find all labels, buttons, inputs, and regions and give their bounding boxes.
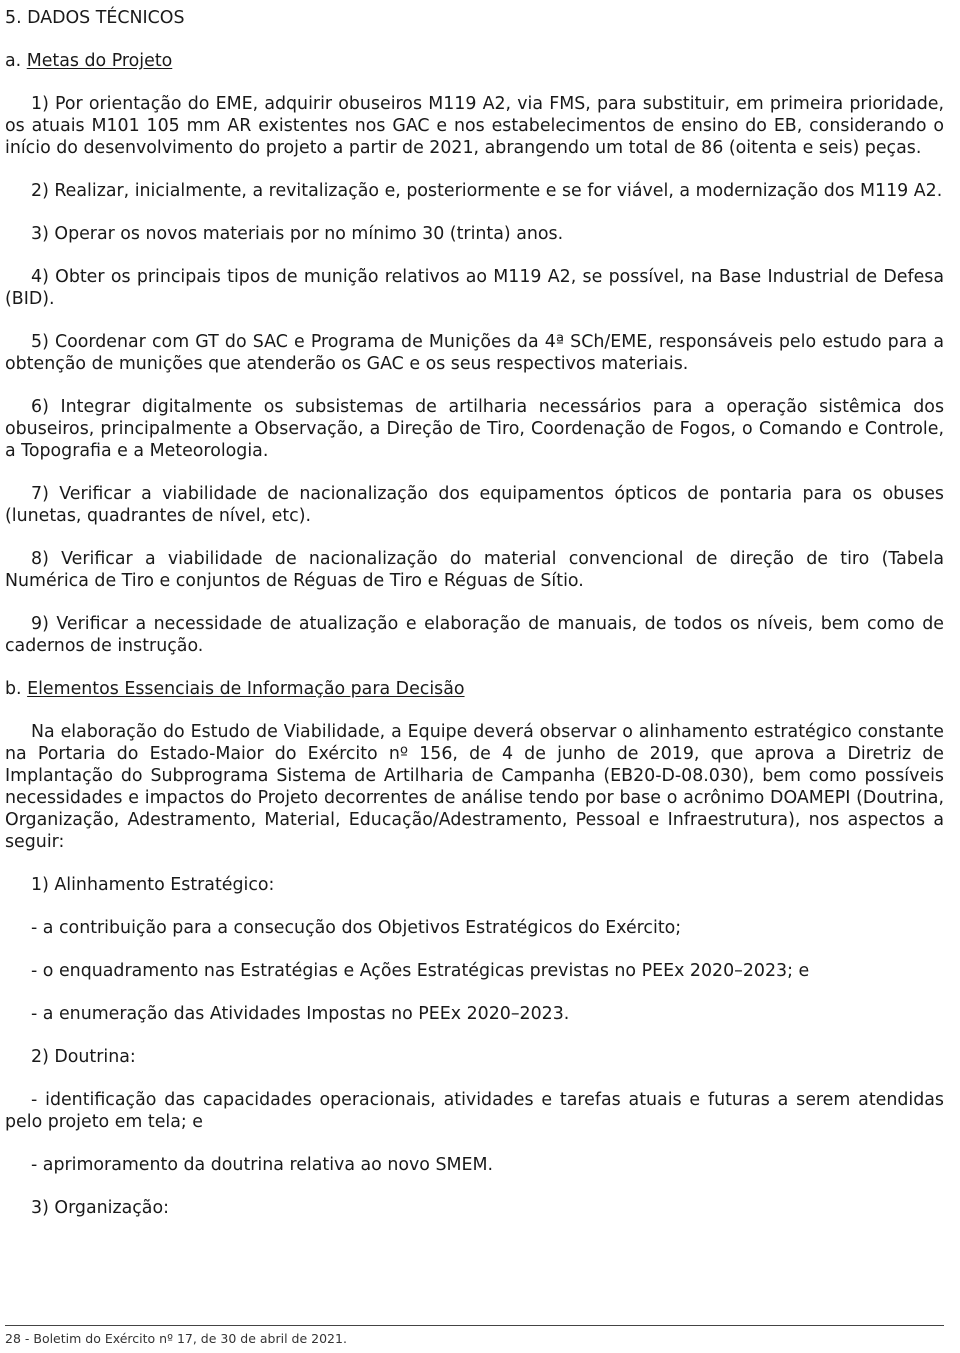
item-paragraph: 3) Organização:	[31, 1198, 169, 1218]
meta-paragraph-3: 3) Operar os novos materiais por no mínimo 30 (trinta) anos.	[31, 224, 564, 244]
subsection-a-letter: a.	[5, 51, 22, 71]
subsection-a-heading	[5, 50, 944, 72]
intro-paragraph: Na elaboração do Estudo de Viabilidade, a Equipe deverá observar o alinhamento estratégico constante na Portaria do Estado-Maior do Exército nº 156, de 4 de junho de 2019, que aprova a Diretriz de Implantação do Subprograma Sistema de Artilharia de Campanha (EB20-D-08.030), bem como possíveis necessidades e impactos do Projeto decorrentes de análise tendo por base o acrônimo DOAMEPI (Doutrina, Organização, Adestramento, Material, Educação/Adestramento, Pessoal e Infraestrutura), nos aspectos a seguir:	[5, 722, 944, 852]
meta-paragraph-7: 7) Verificar a viabilidade de nacionalização dos equipamentos ópticos de pontaria para os obuses (lunetas, quadrantes de nível, etc).	[5, 484, 944, 526]
subsection-b-title: Elementos Essenciais de Informação para Decisão	[27, 679, 465, 699]
page-footer: 28 - Boletim do Exército nº 17, de 30 de abril de 2021.	[5, 1325, 944, 1347]
meta-paragraph-8: 8) Verificar a viabilidade de nacionalização do material convencional de direção de tiro (Tabela Numérica de Tiro e conjuntos de Réguas de Tiro e Réguas de Sítio.	[5, 549, 944, 591]
item-paragraph: - o enquadramento nas Estratégias e Ações Estratégicas previstas no PEEx 2020–2023; e	[31, 961, 810, 981]
document-page	[5, 7, 944, 1219]
item-paragraph: 2) Doutrina:	[31, 1047, 136, 1067]
meta-paragraph-1: 1) Por orientação do EME, adquirir obuseiros M119 A2, via FMS, para substituir, em primeira prioridade, os atuais M101 105 mm AR existentes nos GAC e nos estabelecimentos de ensino do EB, considerando o início do desenvolvimento do projeto a partir de 2021, abrangendo um total de 86 (oitenta e seis) peças.	[5, 94, 944, 158]
subsection-a-title: Metas do Projeto	[26, 51, 173, 71]
item-paragraph: - a contribuição para a consecução dos Objetivos Estratégicos do Exército;	[31, 918, 682, 938]
item-paragraph: - identificação das capacidades operacionais, atividades e tarefas atuais e futuras a serem atendidas pelo projeto em tela; e	[5, 1090, 944, 1132]
meta-paragraph-5: 5) Coordenar com GT do SAC e Programa de Munições da 4ª SCh/EME, responsáveis pelo estudo para a obtenção de munições que atenderão os GAC e os seus respectivos materiais.	[5, 332, 944, 374]
meta-paragraph-6: 6) Integrar digitalmente os subsistemas de artilharia necessários para a operação sistêmica dos obuseiros, principalmente a Observação, a Direção de Tiro, Coordenação de Fogos, o Comando e Controle, a Topografia e a Meteorologia.	[5, 397, 944, 461]
meta-paragraph-9: 9) Verificar a necessidade de atualização e elaboração de manuais, de todos os níveis, bem como de cadernos de instrução.	[5, 614, 944, 656]
subsection-b-letter: b.	[5, 679, 22, 699]
section-title: 5. DADOS TÉCNICOS	[5, 8, 185, 28]
meta-paragraph-4: 4) Obter os principais tipos de munição relativos ao M119 A2, se possível, na Base Industrial de Defesa (BID).	[5, 267, 944, 309]
item-paragraph: 1) Alinhamento Estratégico:	[31, 875, 275, 895]
item-paragraph: - a enumeração das Atividades Impostas no PEEx 2020–2023.	[31, 1004, 570, 1024]
meta-paragraph-2: 2) Realizar, inicialmente, a revitalização e, posteriormente e se for viável, a modernização dos M119 A2.	[31, 181, 943, 201]
subsection-b-heading	[5, 678, 944, 700]
item-paragraph: - aprimoramento da doutrina relativa ao novo SMEM.	[31, 1155, 494, 1175]
